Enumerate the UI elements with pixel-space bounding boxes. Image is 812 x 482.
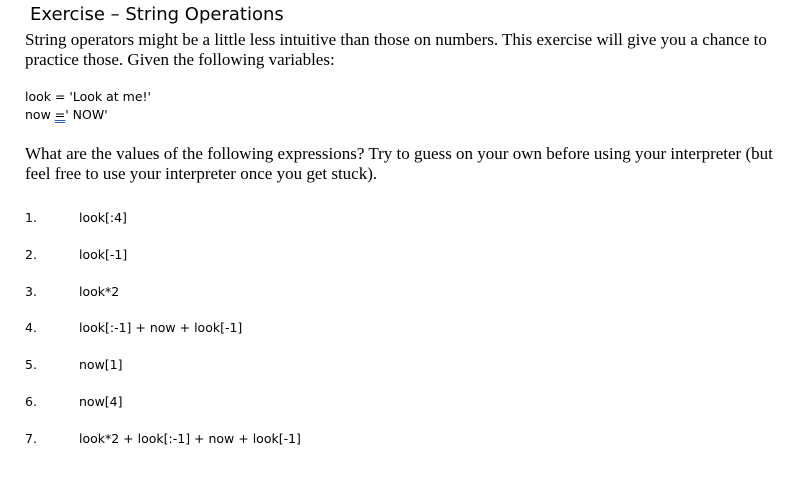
now-equals-sign: = [54, 107, 66, 122]
exercise-list [25, 210, 785, 468]
variable-look-line: look = 'Look at me!' [25, 89, 151, 104]
item-expression: look[:-1] + now + look[-1] [79, 320, 243, 336]
now-suffix: ' NOW' [65, 107, 108, 122]
list-item [25, 357, 785, 394]
item-expression: look*2 + look[:-1] + now + look[-1] [79, 430, 301, 446]
item-number: 2. [25, 246, 37, 262]
list-item [25, 284, 785, 321]
list-item [25, 431, 785, 468]
list-item [25, 320, 785, 357]
list-item [25, 210, 785, 247]
item-expression: now[1] [79, 357, 123, 373]
item-number: 7. [25, 430, 37, 446]
variable-now-line [25, 107, 108, 123]
item-number: 1. [25, 210, 37, 225]
intro-paragraph: String operators might be a little less intuitive than those on numbers. This exercise will give you a chance to practice those. Given the following variables: [25, 30, 767, 69]
item-expression: look[-1] [79, 246, 128, 262]
list-item [25, 247, 785, 284]
list-item [25, 394, 785, 431]
item-expression: look[:4] [79, 210, 127, 225]
item-number: 6. [25, 393, 37, 409]
exercise-title: Exercise – String Operations [30, 4, 284, 25]
now-prefix: now [25, 107, 55, 122]
question-paragraph: What are the values of the following expressions? Try to guess on your own before using your interpreter (but feel free to use your interpreter once you get stuck). [25, 144, 773, 183]
item-number: 3. [25, 283, 37, 299]
item-expression: now[4] [79, 393, 123, 409]
item-number: 5. [25, 357, 37, 373]
item-expression: look*2 [79, 283, 120, 299]
item-number: 4. [25, 320, 37, 336]
